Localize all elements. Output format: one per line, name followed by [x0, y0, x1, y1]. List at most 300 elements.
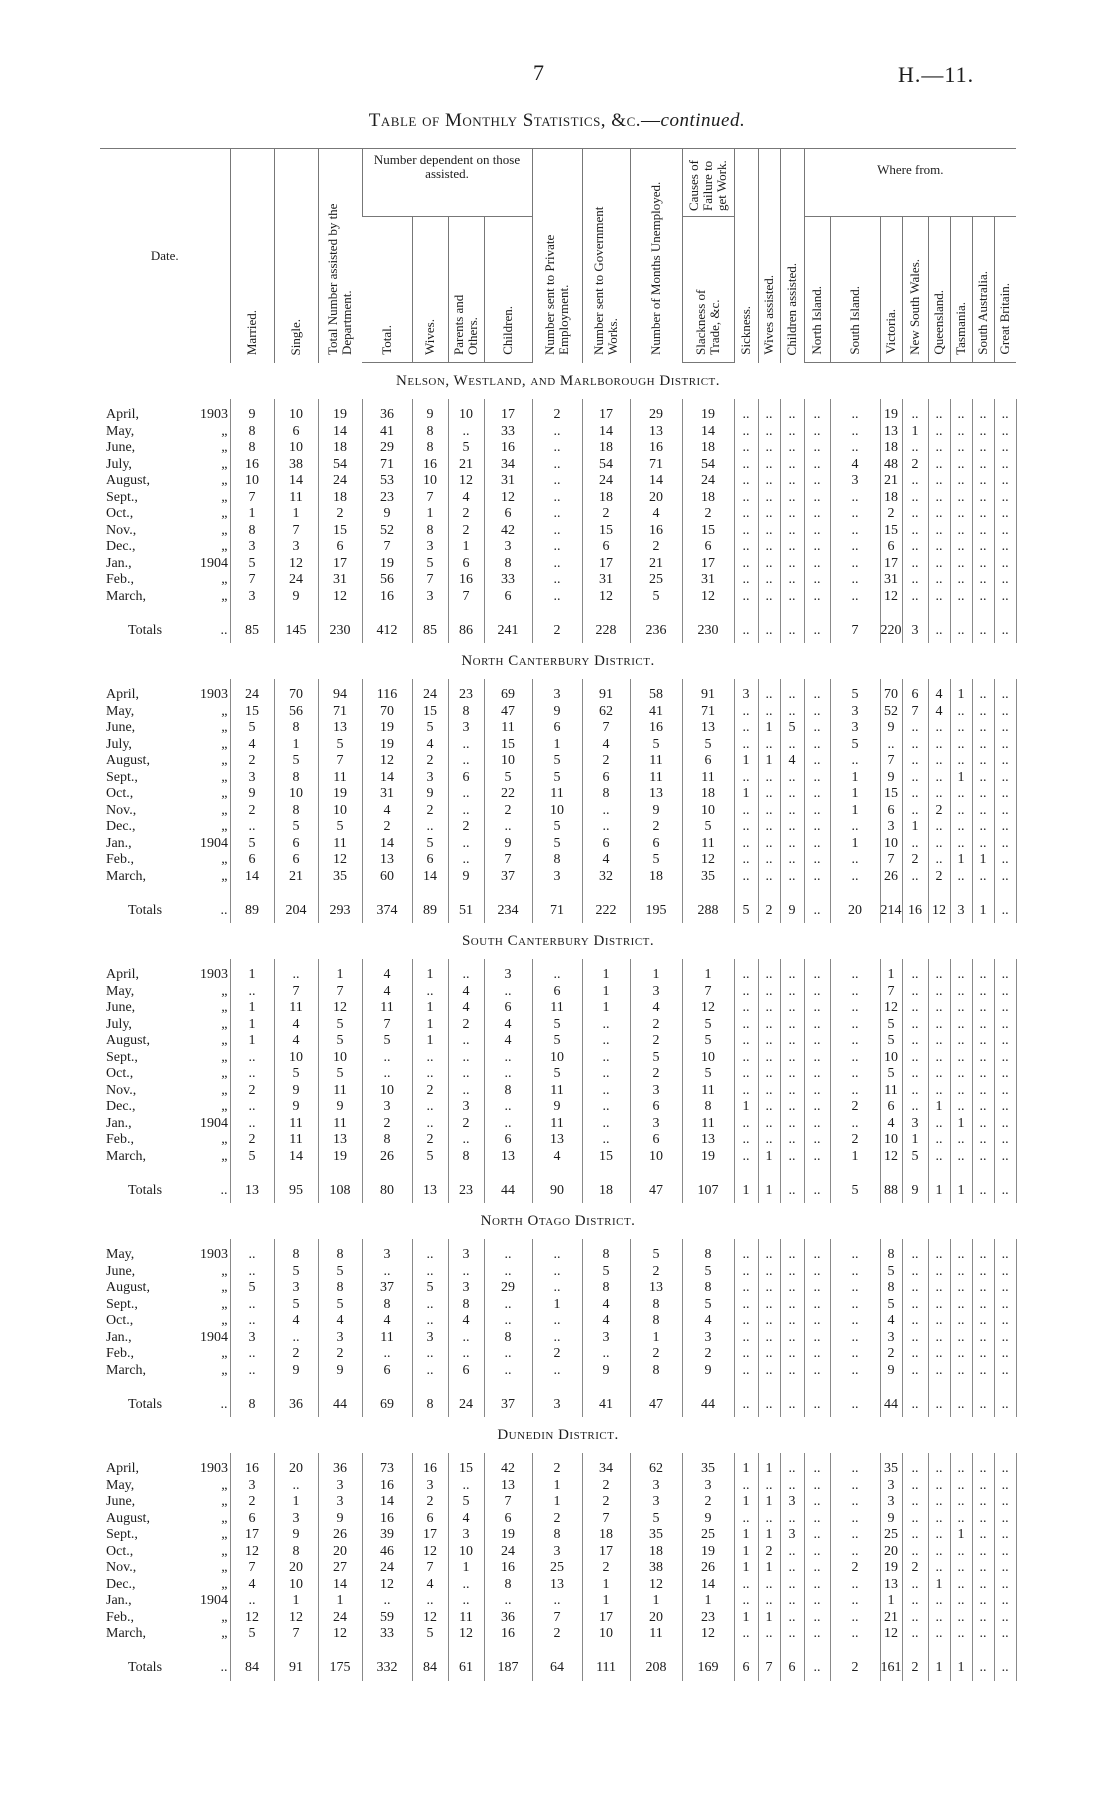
value-cell: .. [902, 523, 928, 540]
value-cell: 6 [484, 506, 532, 523]
value-cell: 9 [274, 1083, 318, 1100]
value-cell: .. [758, 506, 780, 523]
value-cell: 16 [448, 572, 484, 589]
value-cell: .. [830, 1363, 880, 1380]
value-cell: 3 [230, 539, 274, 556]
value-cell: .. [362, 1593, 412, 1610]
total-cell: .. [804, 1657, 830, 1681]
value-cell: 3 [582, 1330, 630, 1347]
value-cell: 2 [412, 803, 448, 820]
value-cell: .. [902, 1461, 928, 1478]
value-cell: .. [928, 1297, 950, 1314]
value-cell: 7 [880, 753, 902, 770]
value-cell: 62 [582, 704, 630, 721]
value-cell: .. [804, 786, 830, 803]
value-cell: 19 [362, 720, 412, 737]
value-cell: 12 [880, 1149, 902, 1166]
value-cell: 4 [582, 737, 630, 754]
value-cell: .. [994, 1560, 1016, 1577]
value-cell: 6 [484, 1132, 532, 1149]
table-row [100, 1494, 1016, 1511]
value-cell: 5 [230, 1626, 274, 1643]
value-cell: .. [950, 589, 972, 606]
value-cell: 2 [412, 753, 448, 770]
table-row [100, 1247, 1016, 1264]
value-cell: .. [758, 1264, 780, 1281]
value-cell: .. [758, 1066, 780, 1083]
month-cell: March, [106, 1626, 147, 1641]
value-cell: 6 [274, 852, 318, 869]
total-cell: 88 [880, 1179, 902, 1203]
value-cell: .. [972, 424, 994, 441]
table-row [100, 1363, 1016, 1380]
value-cell: 9 [362, 506, 412, 523]
total-cell: 220 [880, 619, 902, 643]
month-cell: Oct., [106, 1543, 134, 1559]
value-cell: 2 [484, 803, 532, 820]
value-cell: 1 [448, 1560, 484, 1577]
value-cell: 70 [880, 687, 902, 704]
value-cell: 9 [532, 1099, 582, 1116]
value-cell: 4 [448, 984, 484, 1001]
value-cell: .. [994, 869, 1016, 886]
value-cell: .. [804, 753, 830, 770]
value-cell: 5 [630, 1050, 682, 1067]
month-cell: Sept., [106, 1527, 138, 1542]
value-cell: 14 [318, 1577, 362, 1594]
value-cell: .. [902, 1346, 928, 1363]
value-cell: .. [928, 1461, 950, 1478]
total-cell: .. [780, 619, 804, 643]
value-cell: .. [734, 1313, 758, 1330]
value-cell: 5 [532, 770, 582, 787]
month-cell: August, [106, 1510, 150, 1526]
value-cell: .. [994, 720, 1016, 737]
year-cell: „ [221, 786, 228, 801]
value-cell: 6 [880, 1099, 902, 1116]
value-cell: .. [902, 473, 928, 490]
value-cell: .. [804, 1149, 830, 1166]
value-cell: 1 [758, 1610, 780, 1627]
value-cell: 14 [230, 869, 274, 886]
value-cell: .. [972, 836, 994, 853]
value-cell: .. [830, 967, 880, 984]
table-row [100, 770, 1016, 787]
value-cell: .. [532, 1280, 582, 1297]
value-cell: .. [994, 819, 1016, 836]
district-heading-row [100, 923, 1016, 959]
value-cell: 11 [532, 786, 582, 803]
value-cell: 2 [582, 1494, 630, 1511]
value-cell: .. [830, 1511, 880, 1528]
value-cell: .. [994, 589, 1016, 606]
value-cell: .. [928, 836, 950, 853]
value-cell: .. [830, 1346, 880, 1363]
total-assisted-header: Total Number assisted by the Department. [318, 149, 362, 363]
total-cell: 47 [630, 1179, 682, 1203]
value-cell: .. [928, 1544, 950, 1561]
value-cell: .. [928, 819, 950, 836]
value-cell: 62 [630, 1461, 682, 1478]
value-cell: .. [928, 737, 950, 754]
value-cell: 1 [928, 1099, 950, 1116]
value-cell: .. [972, 1050, 994, 1067]
value-cell: .. [758, 1511, 780, 1528]
value-cell: .. [780, 1363, 804, 1380]
month-cell: Feb., [106, 1346, 134, 1361]
value-cell: .. [830, 407, 880, 424]
value-cell: .. [902, 440, 928, 457]
value-cell: 2 [630, 1264, 682, 1281]
value-cell: .. [928, 720, 950, 737]
value-cell: 2 [412, 1132, 448, 1149]
value-cell: .. [804, 1593, 830, 1610]
value-cell: 11 [484, 720, 532, 737]
month-cell: July, [106, 736, 132, 752]
total-cell: 64 [532, 1657, 582, 1681]
value-cell: .. [734, 1264, 758, 1281]
value-cell: 14 [682, 424, 734, 441]
value-cell: 12 [880, 589, 902, 606]
value-cell: 91 [682, 687, 734, 704]
total-cell: 85 [412, 619, 448, 643]
value-cell: 5 [484, 770, 532, 787]
where-from-group-header: Where from. [804, 149, 1016, 217]
value-cell: .. [830, 852, 880, 869]
value-cell: .. [994, 1494, 1016, 1511]
value-cell: 16 [230, 457, 274, 474]
value-cell: .. [448, 1577, 484, 1594]
value-cell: .. [734, 1511, 758, 1528]
value-cell: 10 [880, 1132, 902, 1149]
value-cell: .. [780, 457, 804, 474]
value-cell: .. [950, 786, 972, 803]
value-cell: .. [582, 1099, 630, 1116]
value-cell: 3 [318, 1478, 362, 1495]
value-cell: 27 [318, 1560, 362, 1577]
value-cell: 12 [274, 556, 318, 573]
value-cell: 3 [734, 687, 758, 704]
value-cell: .. [972, 770, 994, 787]
total-cell: 2 [830, 1657, 880, 1681]
table-row [100, 473, 1016, 490]
value-cell: 3 [412, 1330, 448, 1347]
total-cell: 412 [362, 619, 412, 643]
value-cell: .. [780, 572, 804, 589]
value-cell: .. [928, 1083, 950, 1100]
value-cell: .. [804, 1346, 830, 1363]
value-cell: 3 [532, 687, 582, 704]
month-cell: Jan., [106, 555, 132, 571]
value-cell: 20 [274, 1461, 318, 1478]
value-cell: 11 [448, 1610, 484, 1627]
value-cell: 10 [318, 1050, 362, 1067]
value-cell: 3 [274, 539, 318, 556]
total-cell: .. [994, 619, 1016, 643]
value-cell: 4 [780, 753, 804, 770]
value-cell: 10 [582, 1626, 630, 1643]
district-heading: Dunedin District. [497, 1426, 619, 1443]
value-cell: .. [804, 852, 830, 869]
value-cell: .. [994, 457, 1016, 474]
value-cell: 7 [412, 572, 448, 589]
value-cell: .. [448, 737, 484, 754]
value-cell: .. [972, 1083, 994, 1100]
year-cell: „ [221, 1313, 228, 1328]
value-cell: .. [780, 770, 804, 787]
value-cell: .. [780, 1116, 804, 1133]
value-cell: .. [950, 1050, 972, 1067]
value-cell: 3 [630, 1083, 682, 1100]
value-cell: 3 [230, 589, 274, 606]
totals-row [100, 1393, 1016, 1417]
value-cell: .. [972, 1149, 994, 1166]
month-cell: Jan., [106, 1593, 132, 1608]
value-cell: 5 [532, 1066, 582, 1083]
month-cell: Nov., [106, 802, 137, 818]
value-cell: .. [830, 1083, 880, 1100]
value-cell: .. [362, 1050, 412, 1067]
table-row [100, 1017, 1016, 1034]
value-cell: 8 [318, 1247, 362, 1264]
value-cell: .. [902, 1494, 928, 1511]
private-employment-header: Number sent to Private Employment. [532, 149, 582, 363]
value-cell: .. [950, 803, 972, 820]
value-cell: .. [758, 1280, 780, 1297]
value-cell: 11 [274, 490, 318, 507]
value-cell: .. [972, 1527, 994, 1544]
value-cell: 8 [582, 786, 630, 803]
table-row [100, 523, 1016, 540]
value-cell: 20 [630, 490, 682, 507]
table-row [100, 440, 1016, 457]
value-cell: .. [928, 440, 950, 457]
year-cell: 1903 [200, 407, 228, 422]
value-cell: 29 [484, 1280, 532, 1297]
value-cell: .. [780, 539, 804, 556]
value-cell: .. [928, 1149, 950, 1166]
table-row [100, 539, 1016, 556]
value-cell: 10 [630, 1149, 682, 1166]
value-cell: 24 [362, 1560, 412, 1577]
value-cell: 15 [682, 523, 734, 540]
value-cell: 60 [362, 869, 412, 886]
table-row [100, 506, 1016, 523]
value-cell: .. [780, 1478, 804, 1495]
value-cell: 1 [830, 836, 880, 853]
value-cell: .. [830, 869, 880, 886]
value-cell: .. [532, 440, 582, 457]
month-cell: Oct., [106, 1313, 134, 1328]
value-cell: .. [950, 1033, 972, 1050]
value-cell: 2 [448, 1116, 484, 1133]
totals-label: Totals [128, 902, 163, 918]
value-cell: 6 [630, 1132, 682, 1149]
value-cell: 2 [758, 1544, 780, 1561]
value-cell: 4 [880, 1313, 902, 1330]
married-header: Married. [230, 149, 274, 363]
value-cell: .. [484, 1247, 532, 1264]
value-cell: 1 [274, 1494, 318, 1511]
year-cell: „ [221, 588, 228, 604]
value-cell: 18 [582, 490, 630, 507]
value-cell: .. [928, 556, 950, 573]
value-cell: 11 [362, 1000, 412, 1017]
value-cell: .. [902, 1544, 928, 1561]
children-header: Children. [484, 217, 532, 363]
value-cell: 15 [448, 1461, 484, 1478]
value-cell: 14 [362, 770, 412, 787]
value-cell: 5 [274, 1264, 318, 1281]
value-cell: .. [902, 967, 928, 984]
total-cell: 51 [448, 899, 484, 923]
value-cell: .. [972, 1033, 994, 1050]
value-cell: 3 [412, 539, 448, 556]
value-cell: 8 [318, 1280, 362, 1297]
value-cell: .. [582, 1066, 630, 1083]
value-cell: .. [994, 1330, 1016, 1347]
value-cell: .. [734, 490, 758, 507]
value-cell: 3 [274, 1280, 318, 1297]
value-cell: .. [804, 1494, 830, 1511]
value-cell: 5 [362, 1033, 412, 1050]
value-cell: .. [412, 1050, 448, 1067]
value-cell: 16 [630, 440, 682, 457]
value-cell: .. [804, 819, 830, 836]
value-cell: 5 [532, 753, 582, 770]
total-cell: 241 [484, 619, 532, 643]
value-cell: .. [902, 1610, 928, 1627]
value-cell: 1 [532, 1297, 582, 1314]
value-cell: 71 [682, 704, 734, 721]
value-cell: .. [950, 869, 972, 886]
month-cell: May, [106, 983, 135, 999]
total-cell: 7 [830, 619, 880, 643]
value-cell: .. [780, 1346, 804, 1363]
value-cell: 3 [484, 967, 532, 984]
value-cell: 53 [362, 473, 412, 490]
value-cell: 1 [734, 753, 758, 770]
value-cell: 3 [780, 1494, 804, 1511]
value-cell: .. [484, 1363, 532, 1380]
value-cell: .. [994, 506, 1016, 523]
value-cell: 11 [682, 770, 734, 787]
value-cell: .. [758, 440, 780, 457]
value-cell: 5 [880, 1297, 902, 1314]
value-cell: 5 [230, 1149, 274, 1166]
year-cell: „ [221, 1148, 228, 1164]
value-cell: .. [830, 1461, 880, 1478]
value-cell: 21 [880, 473, 902, 490]
value-cell: 16 [484, 440, 532, 457]
value-cell: 1 [412, 1000, 448, 1017]
value-cell: 3 [448, 1247, 484, 1264]
value-cell: 25 [630, 572, 682, 589]
value-cell: 7 [362, 1017, 412, 1034]
value-cell: .. [804, 770, 830, 787]
year-cell: „ [221, 539, 228, 554]
value-cell: .. [780, 1577, 804, 1594]
value-cell: .. [582, 1050, 630, 1067]
value-cell: .. [532, 1330, 582, 1347]
value-cell: .. [804, 1033, 830, 1050]
value-cell: 8 [362, 1132, 412, 1149]
value-cell: .. [758, 836, 780, 853]
month-cell: June, [106, 1494, 136, 1509]
value-cell: .. [994, 473, 1016, 490]
value-cell: .. [902, 836, 928, 853]
value-cell: .. [902, 1577, 928, 1594]
month-cell: Dec., [106, 1099, 136, 1114]
total-cell: 12 [928, 899, 950, 923]
value-cell: 7 [448, 589, 484, 606]
totals-label: Totals [128, 1660, 163, 1676]
value-cell: 8 [274, 1247, 318, 1264]
value-cell: .. [582, 1132, 630, 1149]
value-cell: .. [972, 473, 994, 490]
value-cell: 8 [484, 1083, 532, 1100]
value-cell: .. [950, 1626, 972, 1643]
value-cell: 26 [362, 1149, 412, 1166]
value-cell: 9 [412, 407, 448, 424]
value-cell: 31 [880, 572, 902, 589]
value-cell: 1 [412, 967, 448, 984]
value-cell: .. [448, 1346, 484, 1363]
value-cell: .. [758, 1330, 780, 1347]
value-cell: 13 [532, 1132, 582, 1149]
value-cell: .. [804, 1461, 830, 1478]
value-cell: .. [902, 1033, 928, 1050]
value-cell: .. [804, 1577, 830, 1594]
value-cell: 1 [230, 1000, 274, 1017]
value-cell: 4 [448, 1313, 484, 1330]
table-row [100, 720, 1016, 737]
value-cell: 13 [630, 786, 682, 803]
value-cell: 2 [412, 1083, 448, 1100]
value-cell: .. [780, 967, 804, 984]
value-cell: .. [902, 770, 928, 787]
value-cell: .. [780, 440, 804, 457]
value-cell: 2 [630, 1346, 682, 1363]
value-cell: 1 [230, 506, 274, 523]
value-cell: .. [950, 1577, 972, 1594]
value-cell: 16 [630, 720, 682, 737]
value-cell: .. [758, 984, 780, 1001]
value-cell: 2 [928, 869, 950, 886]
value-cell: 5 [630, 1247, 682, 1264]
value-cell: .. [950, 1297, 972, 1314]
value-cell: .. [484, 1050, 532, 1067]
value-cell: .. [972, 1626, 994, 1643]
value-cell: .. [780, 1560, 804, 1577]
year-cell: „ [221, 1263, 228, 1279]
single-header: Single. [274, 149, 318, 363]
district-heading-row [100, 363, 1016, 400]
value-cell: .. [448, 786, 484, 803]
value-cell: .. [902, 984, 928, 1001]
value-cell: 29 [362, 440, 412, 457]
value-cell: 3 [230, 1330, 274, 1347]
value-cell: 9 [274, 1363, 318, 1380]
value-cell: .. [972, 1610, 994, 1627]
value-cell: 8 [412, 424, 448, 441]
value-cell: 6 [682, 753, 734, 770]
spacer-row [100, 399, 1016, 407]
value-cell: .. [532, 967, 582, 984]
value-cell: .. [734, 819, 758, 836]
value-cell: .. [758, 1099, 780, 1116]
value-cell: 12 [880, 1000, 902, 1017]
